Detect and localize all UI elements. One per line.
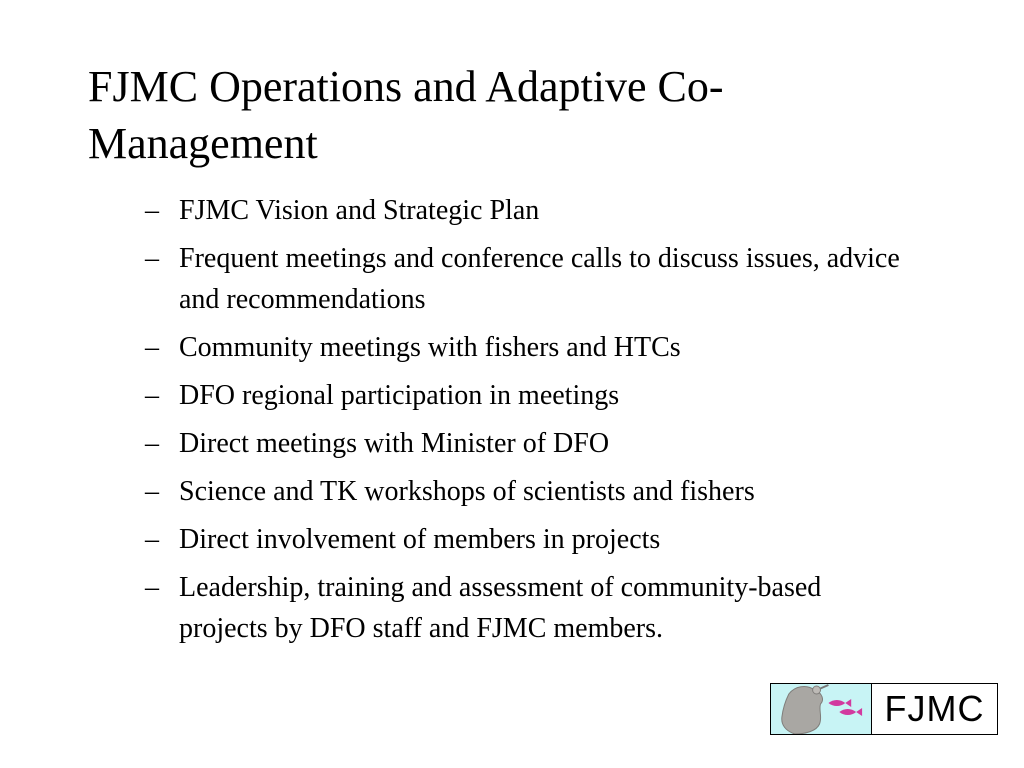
bullet-list xyxy=(145,190,905,656)
fisher-and-fish-icon xyxy=(771,684,871,734)
fisher-and-fish-icon xyxy=(771,684,872,734)
bullet-dash: – xyxy=(145,195,159,226)
slide-title: FJMC Operations and Adaptive Co-Management xyxy=(88,62,724,168)
bullet-text: Direct involvement of members in projects xyxy=(179,524,661,555)
bullet-text: Frequent meetings and conference calls to discuss issues, advice and recommendations xyxy=(179,243,900,315)
list-item xyxy=(145,327,905,368)
bullet-dash: – xyxy=(145,476,159,507)
fjmc-logo xyxy=(770,683,998,735)
list-item xyxy=(145,375,905,416)
bullet-dash: – xyxy=(145,243,159,274)
bullet-text: DFO regional participation in meetings xyxy=(179,380,620,411)
list-item xyxy=(145,567,905,649)
bullet-dash: – xyxy=(145,380,159,411)
bullet-text: Science and TK workshops of scientists and fishers xyxy=(179,476,755,507)
list-item xyxy=(145,190,905,231)
fish-lower xyxy=(839,708,862,716)
bullet-text: Community meetings with fishers and HTCs xyxy=(179,332,681,363)
bullet-dash: – xyxy=(145,428,159,459)
fisher-head xyxy=(813,686,821,694)
bullet-text: Direct meetings with Minister of DFO xyxy=(179,428,610,459)
logo-text: FJMC xyxy=(872,684,997,734)
bullet-dash: – xyxy=(145,524,159,555)
bullet-text: FJMC Vision and Strategic Plan xyxy=(179,195,540,226)
list-item xyxy=(145,238,905,320)
list-item xyxy=(145,519,905,560)
list-item xyxy=(145,471,905,512)
list-item xyxy=(145,423,905,464)
bullet-dash: – xyxy=(145,332,159,363)
fish-upper xyxy=(828,699,851,707)
bullet-dash: – xyxy=(145,572,159,603)
bullet-text: Leadership, training and assessment of community-based projects by DFO staff and FJMC members. xyxy=(179,572,822,644)
